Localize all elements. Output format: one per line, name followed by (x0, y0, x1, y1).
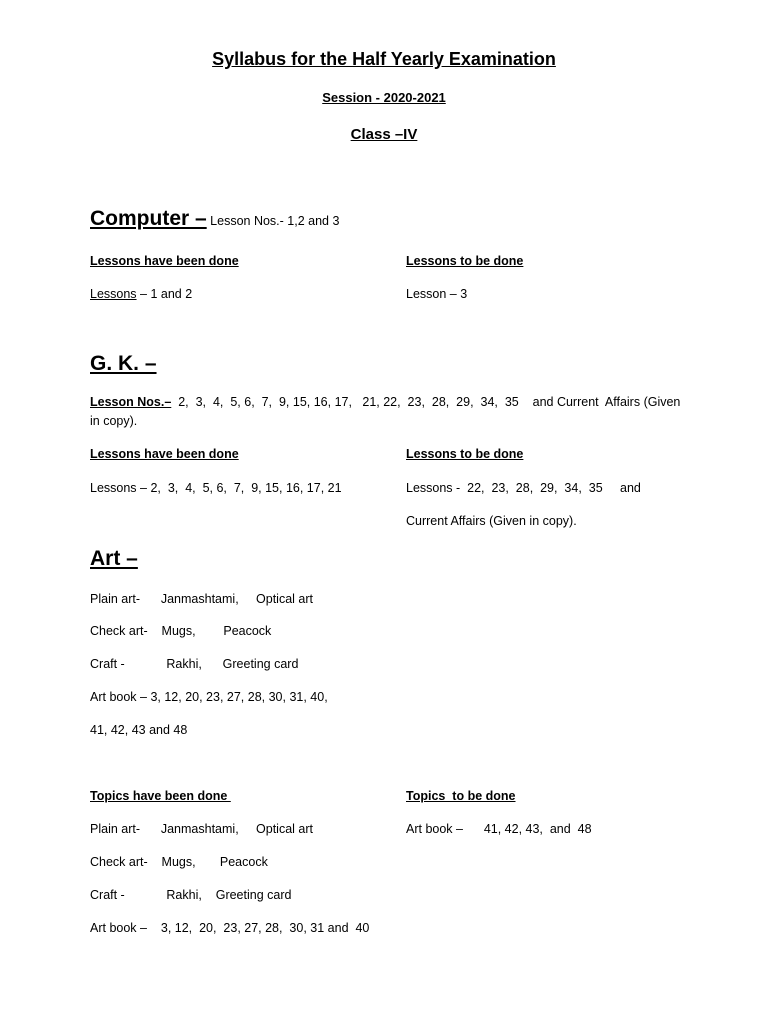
computer-lesson-note: Lesson Nos.- 1,2 and 3 (206, 214, 340, 228)
gk-done-text: Lessons – 2, 3, 4, 5, 6, 7, 9, 15, 16, 17, 21 (90, 481, 342, 495)
gk-done-header: Lessons have been done (90, 447, 239, 461)
computer-section-title (90, 207, 339, 231)
session-label: Session - 2020-2021 (322, 90, 446, 105)
gk-lesson-list: 2, 3, 4, 5, 6, 7, 9, 15, 16, 17, 21, 22, 23, 28, 29, 34, 35 and Current Affairs (Given (171, 395, 681, 409)
class-label: Class –IV (350, 126, 418, 143)
gk-todo-text-cont: Current Affairs (Given in copy). (406, 514, 577, 528)
art-line: 41, 42, 43 and 48 (90, 723, 188, 737)
art-done-line: Craft - Rakhi, Greeting card (90, 888, 292, 902)
art-todo-text: Art book – 41, 42, 43, and 48 (406, 822, 592, 836)
computer-done-header: Lessons have been done (90, 254, 239, 268)
gk-lesson-line (90, 395, 680, 409)
computer-heading: Computer – (90, 207, 207, 230)
art-line: Art book – 3, 12, 20, 23, 27, 28, 30, 31, 40, (90, 690, 328, 704)
computer-done-label: Lessons (90, 287, 137, 301)
art-line: Check art- Mugs, Peacock (90, 624, 272, 638)
gk-heading: G. K. – (90, 352, 157, 375)
gk-lesson-list-cont: in copy). (90, 414, 138, 428)
art-heading: Art – (90, 547, 138, 570)
gk-todo-text: Lessons - 22, 23, 28, 29, 34, 35 and (406, 481, 641, 495)
page-title: Syllabus for the Half Yearly Examination (212, 49, 556, 69)
art-done-line: Check art- Mugs, Peacock (90, 855, 268, 869)
gk-lesson-label: Lesson Nos.– (90, 395, 172, 409)
art-line: Craft - Rakhi, Greeting card (90, 657, 299, 671)
gk-todo-header: Lessons to be done (406, 447, 524, 461)
computer-done-text (90, 287, 192, 301)
art-done-header: Topics have been done (90, 789, 231, 803)
computer-done-values: – 1 and 2 (136, 287, 193, 301)
art-todo-header: Topics to be done (406, 789, 516, 803)
art-line: Plain art- Janmashtami, Optical art (90, 592, 313, 606)
computer-todo-text: Lesson – 3 (406, 287, 468, 301)
art-done-line: Plain art- Janmashtami, Optical art (90, 822, 313, 836)
computer-todo-header: Lessons to be done (406, 254, 524, 268)
art-done-line: Art book – 3, 12, 20, 23, 27, 28, 30, 31 and 40 (90, 921, 370, 935)
